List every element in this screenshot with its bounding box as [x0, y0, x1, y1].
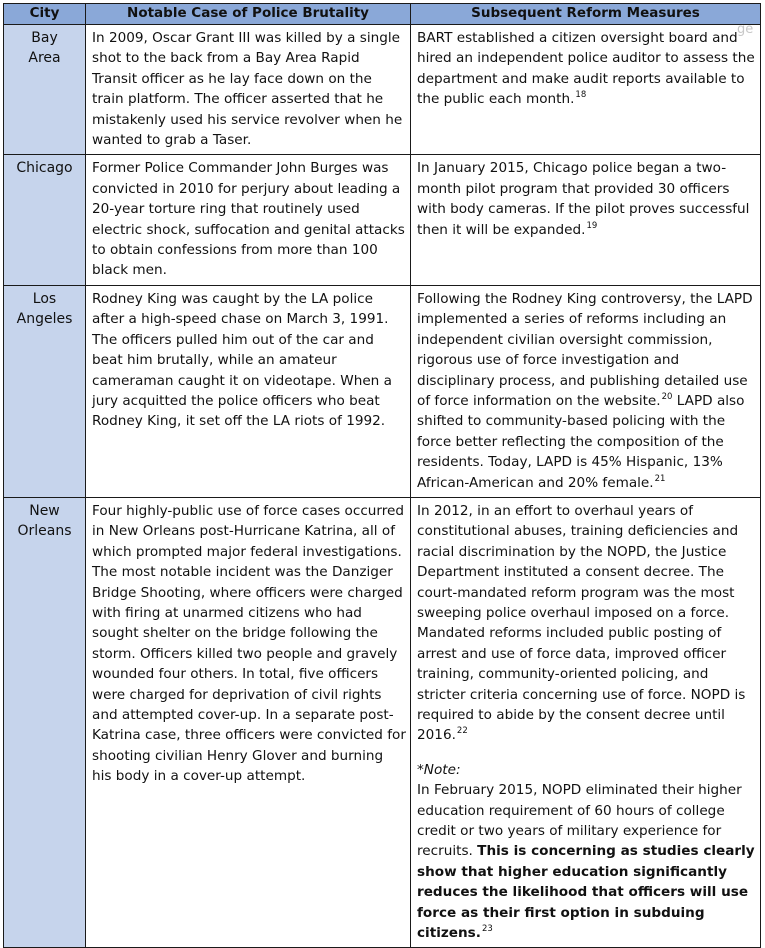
faint-background-text: ge [737, 22, 754, 37]
city-name-line: Chicago [16, 160, 73, 177]
footnote-ref: 18 [575, 90, 587, 101]
reform-text: In January 2015, Chicago police began a two-month pilot program that provided 30 officers with body cameras. If the pilot proves successful then it will be expanded. [417, 160, 750, 238]
city-name-line: Area [28, 50, 61, 67]
case-text: In 2009, Oscar Grant III was killed by a single shot to the back from a Bay Area Rapid Transit officer as he lay face down on the train platform. The officer asserted that he mistakenly used his service revolver when he wanted to grab a Taser. [92, 30, 403, 149]
table-row [4, 25, 761, 155]
city-cell [4, 155, 86, 285]
table-row [4, 285, 761, 497]
table-row [4, 155, 761, 285]
reform-cell [411, 25, 761, 155]
case-cell [86, 25, 411, 155]
footnote-ref: 20 [661, 391, 673, 402]
reform-text: In 2012, in an effort to overhaul years of constitutional abuses, training deficiencies and racial discrimination by the NOPD, the Justice Department instituted a consent decree. The court-mandated reform program was the most sweeping police overhaul imposed on a force. Mandated reforms included public posting of arrest and use of force data, improved officer training, community-oriented policing, and stricter criteria concerning use of force. NOPD is required to abide by the consent decree until 2016. [417, 502, 746, 744]
case-text: Former Police Commander John Burges was convicted in 2010 for perjury about leading a 20-year torture ring that routinely used electric shock, suffocation and genital attacks to obtain confessions from more than 100 black men. [92, 160, 405, 279]
city-name-line: Bay [31, 30, 58, 46]
city-name-line: Orleans [17, 523, 72, 540]
reform-cell [411, 497, 761, 948]
footnote-ref: 23 [481, 924, 493, 935]
reform-text: Following the Rodney King controversy, the LAPD implemented a series of reforms including an independent civilian oversight commission, rigorous use of force investigation and disciplinary process, and publishing detailed use of force information on the website. [417, 290, 753, 409]
case-cell [86, 285, 411, 497]
city-name-line: New [29, 502, 60, 519]
header-reform: Subsequent Reform Measures [411, 4, 761, 25]
reform-text: LAPD also shifted to community-based policing with the force better reflecting the composition of the residents. Today, LAPD is 45% Hispanic, 13% African-American and 20% female. [417, 392, 745, 491]
reform-text: BART established a citizen oversight board and hired an independent police auditor to assess the department and make audit reports available to the public each month. [417, 30, 755, 108]
city-cell [4, 285, 86, 497]
case-cell [86, 497, 411, 948]
note-text: In February 2015, NOPD eliminated their higher education requirement of 60 hours of college credit or two years of military experience for recruits. [417, 782, 742, 860]
case-text: Four highly-public use of force cases occurred in New Orleans post-Hurricane Katrina, all of which prompted major federal investigations. The most notable incident was the Danziger Bridge Shooting, where officers were charged with firing at unarmed citizens who had sought shelter on the bridge following the storm. Officers killed two people and gravely wounded four others. In total, five officers were charged for deprivation of civil rights and attempted cover-up. In a separate post-Katrina case, three officers were convicted for shooting civilian Henry Glover and burning his body in a cover-up attempt. [92, 502, 406, 785]
footnote-ref: 19 [586, 220, 598, 231]
city-name-line: Los [32, 290, 57, 307]
footnote-ref: 21 [654, 473, 666, 484]
header-city: City [4, 4, 86, 25]
city-cell [4, 497, 86, 948]
case-cell [86, 155, 411, 285]
reform-cell [411, 285, 761, 497]
header-row [4, 4, 761, 25]
city-cell [4, 25, 86, 155]
note-bold-text: This is concerning as studies clearly show that higher education significantly reduces the likelihood that officers will use force as their first option in subduing citizens. [417, 843, 755, 942]
note-label: *Note: [417, 761, 461, 778]
police-brutality-table [3, 3, 761, 948]
header-case: Notable Case of Police Brutality [86, 4, 411, 25]
case-text: Rodney King was caught by the LA police after a high-speed chase on March 3, 1991. The officers pulled him out of the car and beat him brutally, while an amateur cameraman caught it on videotape. When a jury acquitted the police officers who beat Rodney King, it set off the LA riots of 1992. [92, 290, 392, 430]
table-row [4, 497, 761, 948]
footnote-ref: 22 [456, 726, 468, 737]
reform-cell [411, 155, 761, 285]
city-name-line: Angeles [16, 311, 73, 328]
